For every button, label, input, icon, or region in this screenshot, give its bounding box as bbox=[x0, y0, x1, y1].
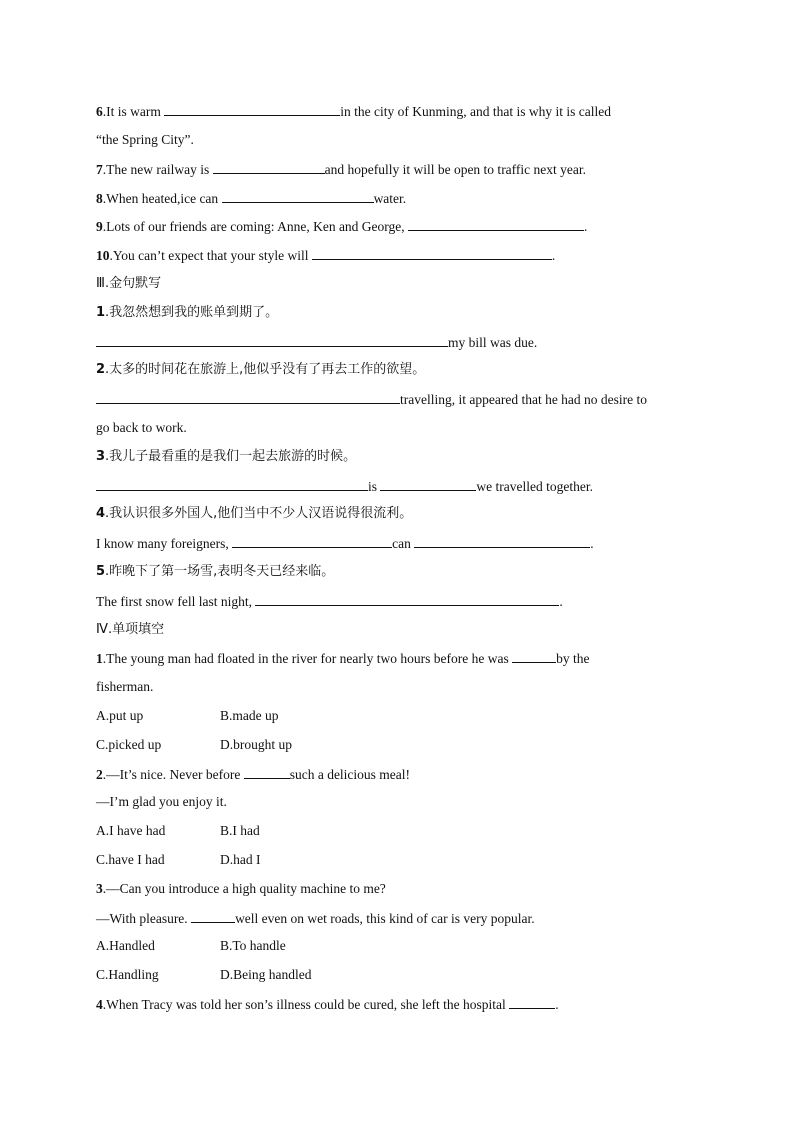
answer-blank[interactable] bbox=[164, 102, 340, 116]
answer-blank[interactable] bbox=[222, 189, 374, 203]
option-a[interactable]: A.Handled bbox=[96, 938, 155, 953]
part4-question-1: 1.The young man had floated in the river for nearly two hours before he was by the bbox=[96, 651, 590, 666]
part4-question-2-options-row-1 bbox=[96, 822, 496, 840]
part3-question-4-prompt: 4.我认识很多外国人,他们当中不少人汉语说得很流利。 bbox=[96, 506, 413, 521]
part3-question-4-answer: I know many foreigners, can . bbox=[96, 536, 594, 551]
answer-blank[interactable] bbox=[96, 477, 368, 491]
answer-blank[interactable] bbox=[312, 246, 552, 260]
option-c[interactable]: C.have I had bbox=[96, 852, 165, 867]
part3-question-1-answer: my bill was due. bbox=[96, 333, 537, 352]
question-6: 6.It is warm in the city of Kunming, and that is why it is called bbox=[96, 104, 611, 119]
option-d[interactable]: D.Being handled bbox=[220, 967, 312, 982]
question-9: 9.Lots of our friends are coming: Anne, Ken and George, . bbox=[96, 219, 588, 234]
part4-question-3-reply: —With pleasure. well even on wet roads, this kind of car is very popular. bbox=[96, 911, 535, 926]
option-d[interactable]: D.brought up bbox=[220, 737, 292, 752]
part4-question-2-reply: —I’m glad you enjoy it. bbox=[96, 794, 227, 809]
question-8: 8.When heated,ice can water. bbox=[96, 191, 407, 206]
answer-blank[interactable] bbox=[512, 649, 556, 663]
answer-blank[interactable] bbox=[213, 160, 325, 174]
option-b[interactable]: B.To handle bbox=[220, 938, 286, 953]
answer-blank[interactable] bbox=[244, 765, 290, 779]
part4-question-4: 4.When Tracy was told her son’s illness could be cured, she left the hospital . bbox=[96, 997, 559, 1012]
part3-question-3-prompt: 3.我儿子最看重的是我们一起去旅游的时候。 bbox=[96, 449, 357, 464]
option-a[interactable]: A.put up bbox=[96, 708, 144, 723]
part4-question-2: 2.—It’s nice. Never before such a delicious meal! bbox=[96, 767, 411, 782]
part4-question-2-options-row-2 bbox=[96, 851, 496, 869]
section-heading-3: Ⅲ.金句默写 bbox=[96, 276, 162, 291]
part4-question-3-options-row-2 bbox=[96, 966, 496, 984]
option-c[interactable]: C.picked up bbox=[96, 737, 162, 752]
part4-question-1-options-row-1 bbox=[96, 707, 496, 725]
answer-blank[interactable] bbox=[232, 534, 392, 548]
question-6-continued: “the Spring City”. bbox=[96, 132, 194, 147]
answer-blank[interactable] bbox=[380, 477, 476, 491]
part3-question-5-prompt: 5.昨晚下了第一场雪,表明冬天已经来临。 bbox=[96, 564, 335, 579]
question-10: 10.You can’t expect that your style will . bbox=[96, 248, 556, 263]
part4-question-1-options-row-2 bbox=[96, 736, 496, 754]
part4-question-3-options-row-1 bbox=[96, 937, 496, 955]
question-7: 7.The new railway is and hopefully it will be open to traffic next year. bbox=[96, 162, 587, 177]
answer-blank[interactable] bbox=[255, 592, 559, 606]
option-c[interactable]: C.Handling bbox=[96, 967, 159, 982]
section-heading-4: Ⅳ.单项填空 bbox=[96, 622, 165, 637]
option-b[interactable]: B.I had bbox=[220, 823, 260, 838]
part4-question-3: 3.—Can you introduce a high quality machine to me? bbox=[96, 881, 386, 896]
part4-question-1-continued: fisherman. bbox=[96, 679, 154, 694]
part3-question-2-continued: go back to work. bbox=[96, 420, 187, 435]
part3-question-1-prompt: 1.我忽然想到我的账单到期了。 bbox=[96, 305, 279, 320]
answer-blank[interactable] bbox=[191, 909, 235, 923]
part3-question-5-answer: The first snow fell last night, . bbox=[96, 594, 563, 609]
part3-question-3-answer: is we travelled together. bbox=[96, 477, 593, 496]
option-d[interactable]: D.had I bbox=[220, 852, 261, 867]
option-a[interactable]: A.I have had bbox=[96, 823, 166, 838]
answer-blank[interactable] bbox=[96, 390, 400, 404]
part3-question-2-answer: travelling, it appeared that he had no desire to bbox=[96, 390, 647, 409]
answer-blank[interactable] bbox=[414, 534, 590, 548]
part3-question-2-prompt: 2.太多的时间花在旅游上,他似乎没有了再去工作的欲望。 bbox=[96, 362, 426, 377]
answer-blank[interactable] bbox=[408, 217, 584, 231]
answer-blank[interactable] bbox=[96, 333, 448, 347]
option-b[interactable]: B.made up bbox=[220, 708, 279, 723]
answer-blank[interactable] bbox=[509, 995, 555, 1009]
